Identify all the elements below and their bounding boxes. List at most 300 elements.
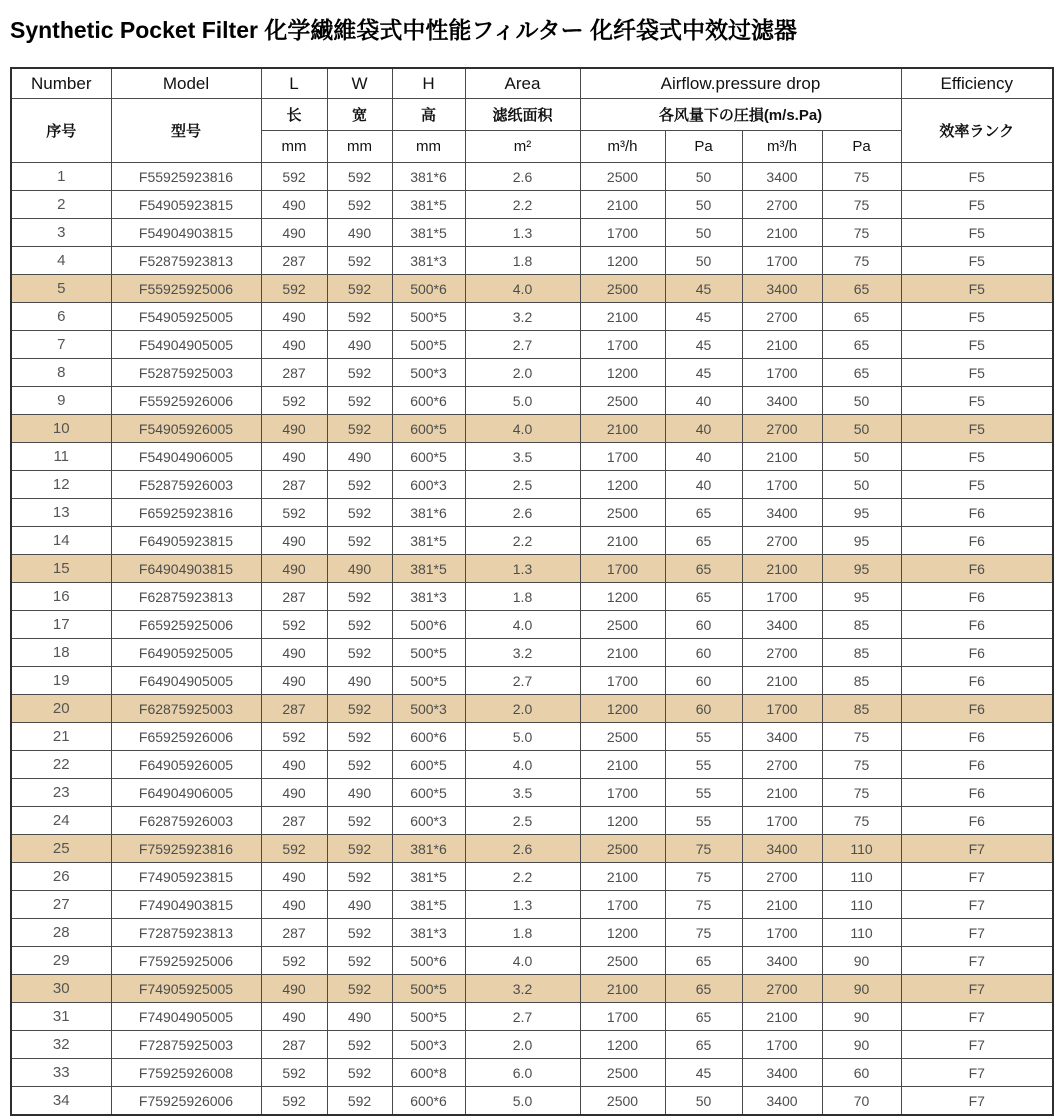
table-cell: 490 (261, 527, 327, 555)
table-cell: 75 (822, 807, 901, 835)
table-cell: 65 (822, 331, 901, 359)
table-cell: 85 (822, 695, 901, 723)
table-cell: 2700 (742, 975, 822, 1003)
col-header-l: L (261, 68, 327, 99)
table-cell: 490 (261, 751, 327, 779)
col-header-w: W (327, 68, 392, 99)
table-cell: 50 (665, 1087, 742, 1116)
table-cell: 592 (327, 863, 392, 891)
table-cell: 2500 (580, 1087, 665, 1116)
table-cell: 500*5 (392, 975, 465, 1003)
table-cell: 4 (11, 247, 111, 275)
table-cell: 65 (665, 583, 742, 611)
table-row (11, 163, 1053, 191)
col-header-airflow-pressure-drop: Airflow.pressure drop (580, 68, 901, 99)
table-cell: 592 (327, 919, 392, 947)
table-cell: 4.0 (465, 751, 580, 779)
table-row (11, 947, 1053, 975)
table-cell: 500*6 (392, 275, 465, 303)
table-cell: 5 (11, 275, 111, 303)
table-cell: 34 (11, 1087, 111, 1116)
table-cell: 2100 (742, 779, 822, 807)
table-cell: 45 (665, 1059, 742, 1087)
table-cell: 90 (822, 1031, 901, 1059)
table-cell: 22 (11, 751, 111, 779)
table-cell: F65925923816 (111, 499, 261, 527)
table-cell: F5 (901, 247, 1053, 275)
table-cell: 490 (327, 779, 392, 807)
table-cell: 600*6 (392, 387, 465, 415)
table-cell: 1700 (742, 247, 822, 275)
table-cell: 40 (665, 443, 742, 471)
table-cell: 1700 (742, 1031, 822, 1059)
table-cell: 2100 (580, 751, 665, 779)
table-cell: F72875923813 (111, 919, 261, 947)
table-cell: 110 (822, 835, 901, 863)
table-cell: 1.8 (465, 919, 580, 947)
table-cell: 20 (11, 695, 111, 723)
table-cell: F64904903815 (111, 555, 261, 583)
table-cell: F65925926006 (111, 723, 261, 751)
table-cell: 75 (665, 919, 742, 947)
table-cell: 50 (822, 387, 901, 415)
table-cell: 2500 (580, 499, 665, 527)
table-cell: 3400 (742, 1087, 822, 1116)
table-cell: 1.8 (465, 247, 580, 275)
table-cell: 45 (665, 359, 742, 387)
table-cell: 75 (822, 779, 901, 807)
table-cell: 3400 (742, 835, 822, 863)
table-cell: 90 (822, 1003, 901, 1031)
table-cell: 592 (327, 499, 392, 527)
table-cell: 500*6 (392, 947, 465, 975)
table-cell: 490 (327, 891, 392, 919)
table-cell: 60 (822, 1059, 901, 1087)
table-cell: 592 (327, 303, 392, 331)
col-header-l-cjk: 长 (261, 99, 327, 131)
table-cell: 490 (261, 667, 327, 695)
table-cell: 1700 (580, 779, 665, 807)
table-cell: 12 (11, 471, 111, 499)
table-cell: 1700 (742, 695, 822, 723)
table-cell: 600*5 (392, 415, 465, 443)
table-cell: 3400 (742, 275, 822, 303)
table-cell: 490 (261, 415, 327, 443)
table-row (11, 471, 1053, 499)
table-cell: 29 (11, 947, 111, 975)
table-cell: 1200 (580, 1031, 665, 1059)
table-cell: 500*5 (392, 667, 465, 695)
table-cell: 381*5 (392, 555, 465, 583)
table-cell: 4.0 (465, 947, 580, 975)
table-cell: 500*3 (392, 1031, 465, 1059)
table-cell: 1700 (580, 1003, 665, 1031)
table-cell: 500*5 (392, 303, 465, 331)
table-cell: 13 (11, 499, 111, 527)
table-cell: 65 (665, 555, 742, 583)
table-cell: 287 (261, 359, 327, 387)
table-cell: 3400 (742, 387, 822, 415)
table-cell: F7 (901, 919, 1053, 947)
table-cell: 1 (11, 163, 111, 191)
table-cell: F7 (901, 1031, 1053, 1059)
table-cell: 1.3 (465, 219, 580, 247)
table-cell: 3400 (742, 163, 822, 191)
table-cell: 1200 (580, 583, 665, 611)
table-cell: 2500 (580, 1059, 665, 1087)
table-cell: 2700 (742, 527, 822, 555)
table-cell: 65 (665, 499, 742, 527)
table-cell: F54905923815 (111, 191, 261, 219)
unit-pressure-1-pa: Pa (665, 131, 742, 163)
table-cell: 55 (665, 723, 742, 751)
table-cell: 2.0 (465, 1031, 580, 1059)
table-cell: 3400 (742, 947, 822, 975)
table-cell: 600*5 (392, 443, 465, 471)
table-cell: 1200 (580, 919, 665, 947)
table-cell: F62875923813 (111, 583, 261, 611)
table-cell: 500*3 (392, 359, 465, 387)
table-cell: 2700 (742, 863, 822, 891)
table-cell: 600*3 (392, 471, 465, 499)
table-cell: 490 (261, 779, 327, 807)
table-cell: 3.5 (465, 779, 580, 807)
table-cell: F5 (901, 163, 1053, 191)
table-row (11, 499, 1053, 527)
table-cell: 23 (11, 779, 111, 807)
table-cell: 85 (822, 667, 901, 695)
table-cell: F52875926003 (111, 471, 261, 499)
table-cell: 55 (665, 807, 742, 835)
table-cell: 592 (327, 191, 392, 219)
table-row (11, 751, 1053, 779)
table-cell: 2500 (580, 723, 665, 751)
table-cell: F6 (901, 499, 1053, 527)
table-row (11, 807, 1053, 835)
unit-area-m2: m² (465, 131, 580, 163)
table-cell: 50 (822, 415, 901, 443)
table-cell: 381*6 (392, 163, 465, 191)
table-cell: 5.0 (465, 723, 580, 751)
table-cell: F7 (901, 1087, 1053, 1116)
unit-airflow-2-m3h: m³/h (742, 131, 822, 163)
table-cell: 110 (822, 863, 901, 891)
table-cell: 2.7 (465, 1003, 580, 1031)
table-cell: 10 (11, 415, 111, 443)
table-cell: 592 (261, 835, 327, 863)
table-cell: 40 (665, 415, 742, 443)
table-cell: 592 (327, 163, 392, 191)
table-cell: 592 (261, 163, 327, 191)
table-cell: 287 (261, 695, 327, 723)
table-cell: 2.6 (465, 163, 580, 191)
table-cell: F75925925006 (111, 947, 261, 975)
table-cell: 75 (665, 891, 742, 919)
table-cell: 2500 (580, 163, 665, 191)
table-cell: 1700 (742, 583, 822, 611)
table-row (11, 1059, 1053, 1087)
table-cell: 381*3 (392, 583, 465, 611)
table-cell: F5 (901, 387, 1053, 415)
table-cell: 600*5 (392, 751, 465, 779)
table-cell: 2 (11, 191, 111, 219)
table-cell: 9 (11, 387, 111, 415)
table-cell: 15 (11, 555, 111, 583)
table-cell: 2100 (742, 443, 822, 471)
table-cell: 1.3 (465, 555, 580, 583)
table-cell: 1.8 (465, 583, 580, 611)
table-cell: 110 (822, 891, 901, 919)
table-row (11, 555, 1053, 583)
table-cell: 592 (327, 583, 392, 611)
table-cell: 4.0 (465, 611, 580, 639)
table-cell: 40 (665, 471, 742, 499)
table-cell: 16 (11, 583, 111, 611)
table-cell: 26 (11, 863, 111, 891)
table-cell: F54904905005 (111, 331, 261, 359)
table-cell: F5 (901, 331, 1053, 359)
table-cell: F64904905005 (111, 667, 261, 695)
table-cell: 60 (665, 639, 742, 667)
table-cell: 592 (327, 751, 392, 779)
table-cell: 75 (665, 835, 742, 863)
table-cell: 25 (11, 835, 111, 863)
table-cell: F55925925006 (111, 275, 261, 303)
table-cell: 592 (327, 387, 392, 415)
table-cell: 18 (11, 639, 111, 667)
table-cell: 2.2 (465, 527, 580, 555)
table-cell: F6 (901, 751, 1053, 779)
table-cell: 592 (327, 975, 392, 1003)
table-row (11, 443, 1053, 471)
table-cell: F5 (901, 275, 1053, 303)
table-row (11, 667, 1053, 695)
table-cell: 95 (822, 583, 901, 611)
table-cell: 1200 (580, 247, 665, 275)
table-cell: 2.5 (465, 807, 580, 835)
col-header-model-cjk: 型号 (111, 99, 261, 163)
table-cell: 500*3 (392, 695, 465, 723)
table-cell: 19 (11, 667, 111, 695)
table-cell: 40 (665, 387, 742, 415)
table-cell: 31 (11, 1003, 111, 1031)
col-header-efficiency: Efficiency (901, 68, 1053, 99)
table-cell: 287 (261, 247, 327, 275)
table-cell: 592 (327, 275, 392, 303)
table-cell: F7 (901, 947, 1053, 975)
table-cell: 65 (822, 275, 901, 303)
table-cell: F6 (901, 527, 1053, 555)
table-cell: 600*6 (392, 1087, 465, 1116)
table-cell: F5 (901, 219, 1053, 247)
table-cell: F64905923815 (111, 527, 261, 555)
table-cell: F7 (901, 1059, 1053, 1087)
table-cell: F7 (901, 975, 1053, 1003)
table-cell: F52875925003 (111, 359, 261, 387)
table-row (11, 527, 1053, 555)
table-header (11, 68, 1053, 163)
table-cell: 381*6 (392, 499, 465, 527)
table-cell: 65 (822, 359, 901, 387)
table-cell: 381*5 (392, 527, 465, 555)
table-cell: F74905925005 (111, 975, 261, 1003)
table-row (11, 331, 1053, 359)
table-cell: 95 (822, 499, 901, 527)
table-cell: 490 (327, 331, 392, 359)
table-cell: 2100 (580, 639, 665, 667)
table-cell: 600*8 (392, 1059, 465, 1087)
table-cell: 490 (261, 219, 327, 247)
table-cell: 60 (665, 695, 742, 723)
table-cell: 381*5 (392, 219, 465, 247)
col-header-efficiency-cjk: 效率ランク (901, 99, 1053, 163)
unit-airflow-1-m3h: m³/h (580, 131, 665, 163)
table-cell: F64905926005 (111, 751, 261, 779)
table-cell: 55 (665, 751, 742, 779)
table-cell: 2700 (742, 639, 822, 667)
table-cell: 2.6 (465, 499, 580, 527)
table-row (11, 247, 1053, 275)
table-cell: 2.5 (465, 471, 580, 499)
table-cell: 490 (261, 191, 327, 219)
table-cell: 287 (261, 1031, 327, 1059)
table-cell: F74904903815 (111, 891, 261, 919)
table-row (11, 303, 1053, 331)
table-cell: F5 (901, 443, 1053, 471)
table-cell: 1200 (580, 807, 665, 835)
table-cell: F6 (901, 639, 1053, 667)
table-cell: 1700 (580, 219, 665, 247)
table-cell: 11 (11, 443, 111, 471)
table-cell: 65 (665, 1031, 742, 1059)
table-cell: F6 (901, 667, 1053, 695)
table-cell: F62875925003 (111, 695, 261, 723)
table-cell: 1200 (580, 471, 665, 499)
table-cell: 592 (327, 695, 392, 723)
table-cell: 90 (822, 975, 901, 1003)
table-row (11, 975, 1053, 1003)
table-cell: F64905925005 (111, 639, 261, 667)
col-header-model: Model (111, 68, 261, 99)
col-header-w-cjk: 宽 (327, 99, 392, 131)
table-row (11, 835, 1053, 863)
table-cell: 592 (327, 247, 392, 275)
table-cell: 2100 (580, 303, 665, 331)
table-cell: 2100 (742, 667, 822, 695)
table-cell: 490 (327, 555, 392, 583)
table-cell: 50 (822, 471, 901, 499)
table-cell: 75 (822, 191, 901, 219)
table-row (11, 415, 1053, 443)
table-cell: 4.0 (465, 275, 580, 303)
table-cell: 592 (261, 275, 327, 303)
table-cell: F54905925005 (111, 303, 261, 331)
table-row (11, 1087, 1053, 1116)
table-row (11, 611, 1053, 639)
table-cell: 381*5 (392, 891, 465, 919)
table-cell: 65 (665, 975, 742, 1003)
table-cell: 50 (665, 163, 742, 191)
table-cell: F5 (901, 191, 1053, 219)
table-cell: 65 (822, 303, 901, 331)
header-row-cjk (11, 99, 1053, 131)
table-cell: 2100 (742, 891, 822, 919)
table-cell: 287 (261, 807, 327, 835)
page-title: Synthetic Pocket Filter 化学繊維袋式中性能フィルター 化纤袋式中效过滤器 (10, 17, 797, 43)
table-cell: 490 (261, 863, 327, 891)
table-cell: F62875926003 (111, 807, 261, 835)
table-cell: 2700 (742, 415, 822, 443)
table-cell: 2700 (742, 303, 822, 331)
table-cell: 592 (327, 415, 392, 443)
table-cell: 27 (11, 891, 111, 919)
table-cell: 95 (822, 527, 901, 555)
table-cell: 6.0 (465, 1059, 580, 1087)
table-row (11, 723, 1053, 751)
table-cell: 287 (261, 583, 327, 611)
header-row-english (11, 68, 1053, 99)
table-cell: F5 (901, 471, 1053, 499)
table-cell: 4.0 (465, 415, 580, 443)
table-cell: 5.0 (465, 387, 580, 415)
table-cell: 592 (261, 387, 327, 415)
table-cell: 95 (822, 555, 901, 583)
table-cell: 85 (822, 639, 901, 667)
table-row (11, 639, 1053, 667)
table-cell: 287 (261, 919, 327, 947)
table-cell: 3400 (742, 1059, 822, 1087)
table-cell: 50 (665, 247, 742, 275)
table-cell: 85 (822, 611, 901, 639)
table-cell: 592 (327, 1087, 392, 1116)
table-cell: 8 (11, 359, 111, 387)
table-cell: 2.2 (465, 191, 580, 219)
table-cell: 2500 (580, 275, 665, 303)
table-cell: 90 (822, 947, 901, 975)
table-cell: 490 (261, 443, 327, 471)
table-cell: 3.2 (465, 975, 580, 1003)
table-cell: 1700 (580, 443, 665, 471)
table-cell: 500*5 (392, 639, 465, 667)
table-cell: 2700 (742, 191, 822, 219)
table-cell: 6 (11, 303, 111, 331)
table-cell: 1700 (580, 331, 665, 359)
table-cell: F54905926005 (111, 415, 261, 443)
table-cell: F6 (901, 779, 1053, 807)
table-cell: F5 (901, 303, 1053, 331)
table-cell: 2100 (742, 1003, 822, 1031)
table-cell: 592 (261, 499, 327, 527)
table-row (11, 863, 1053, 891)
table-row (11, 359, 1053, 387)
table-cell: 592 (327, 359, 392, 387)
table-cell: 2100 (580, 415, 665, 443)
table-cell: 2.0 (465, 359, 580, 387)
table-cell: 45 (665, 303, 742, 331)
table-cell: F55925926006 (111, 387, 261, 415)
table-cell: F74904905005 (111, 1003, 261, 1031)
table-cell: F6 (901, 555, 1053, 583)
col-header-h: H (392, 68, 465, 99)
col-header-number: Number (11, 68, 111, 99)
table-cell: 3 (11, 219, 111, 247)
table-cell: F52875923813 (111, 247, 261, 275)
table-cell: 600*3 (392, 807, 465, 835)
table-cell: 2500 (580, 387, 665, 415)
table-cell: 75 (822, 247, 901, 275)
table-cell: 75 (822, 723, 901, 751)
table-cell: 60 (665, 611, 742, 639)
